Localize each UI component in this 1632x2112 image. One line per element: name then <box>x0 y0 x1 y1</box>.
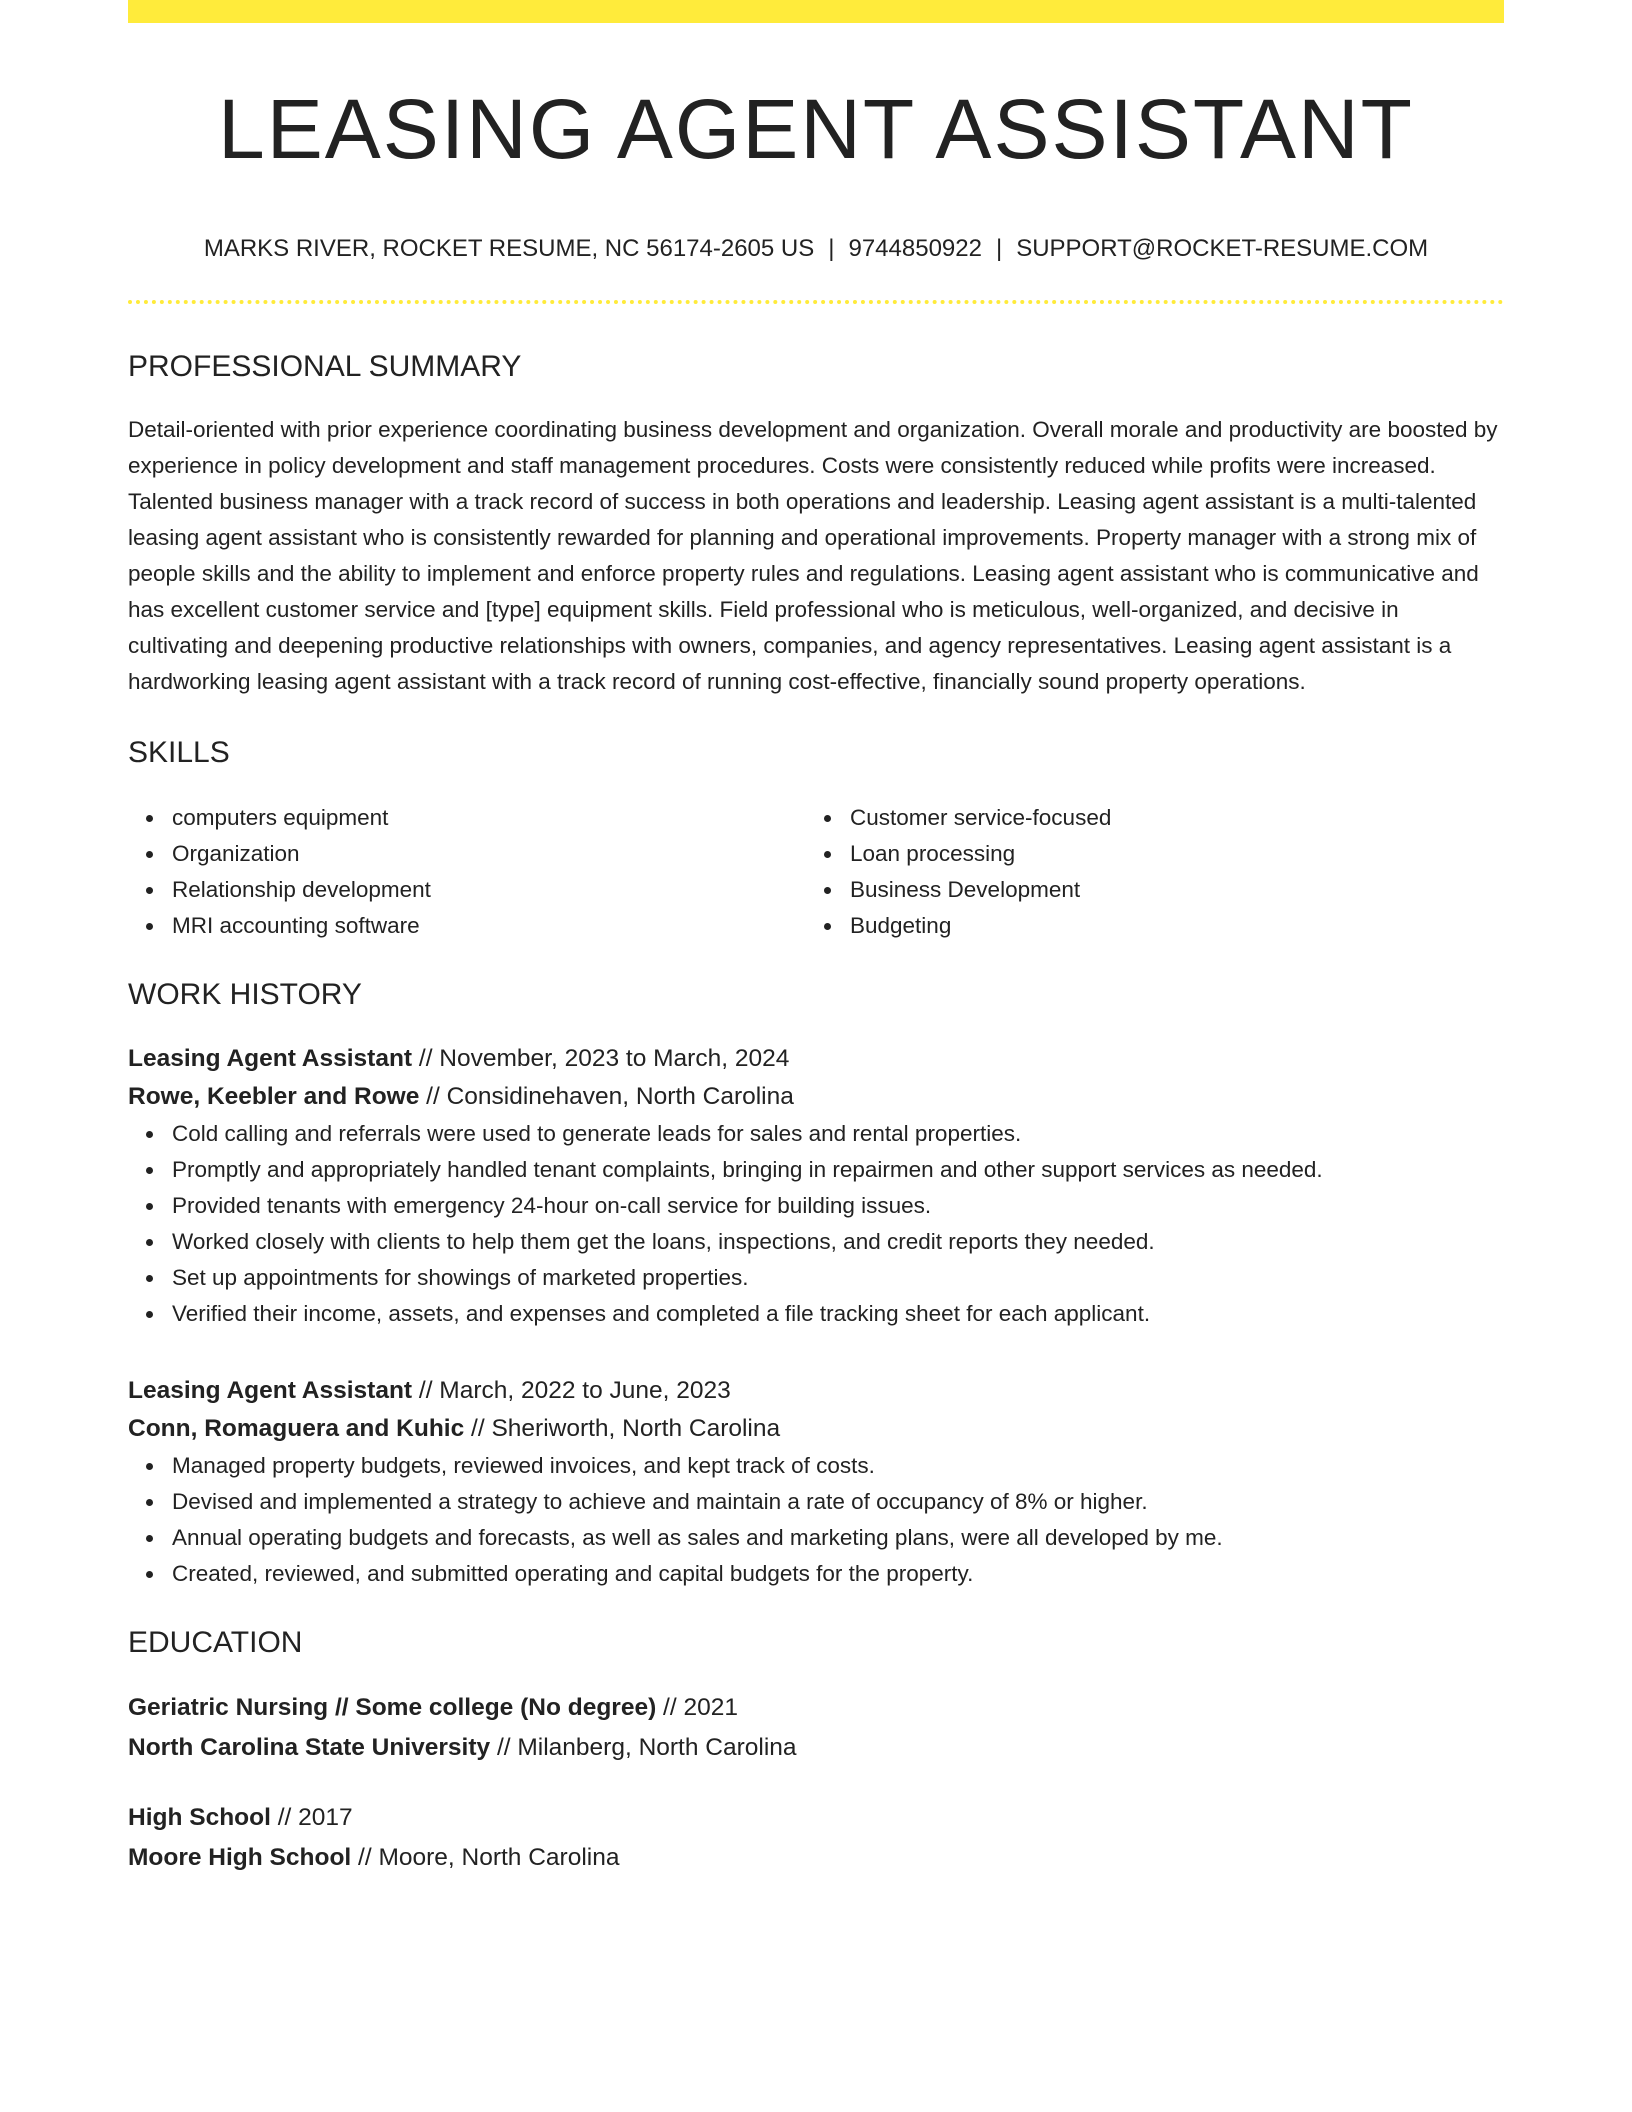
contact-line <box>128 235 1504 264</box>
work-history-heading: WORK HISTORY <box>128 978 362 1012</box>
job-duty: Managed property budgets, reviewed invoices, and kept track of costs. <box>172 1448 1504 1484</box>
job-dates: // March, 2022 to June, 2023 <box>412 1377 731 1405</box>
skill-item: MRI accounting software <box>172 908 806 944</box>
skills-column-left <box>128 800 806 944</box>
skill-item: computers equipment <box>172 800 806 836</box>
job-duties-list <box>128 1448 1504 1592</box>
job-duty: Annual operating budgets and forecasts, as well as sales and marketing plans, were all developed by me. <box>172 1520 1504 1556</box>
job-duty: Created, reviewed, and submitted operating and capital budgets for the property. <box>172 1556 1504 1592</box>
contact-email: SUPPORT@ROCKET-RESUME.COM <box>1016 235 1429 263</box>
job-title: Leasing Agent Assistant <box>128 1377 413 1405</box>
education-school: North Carolina State University <box>128 1734 491 1762</box>
education-school-line <box>128 1728 1504 1768</box>
skills-column-right <box>806 800 1484 944</box>
skill-item: Loan processing <box>850 836 1484 872</box>
job-title: Leasing Agent Assistant <box>128 1045 413 1073</box>
education-entry <box>128 1798 1504 1878</box>
education-entry <box>128 1688 1504 1768</box>
skills-heading: SKILLS <box>128 736 230 770</box>
contact-separator: | <box>995 235 1003 263</box>
skill-item: Budgeting <box>850 908 1484 944</box>
skill-item: Business Development <box>850 872 1484 908</box>
top-accent-bar <box>128 0 1504 23</box>
job-duty: Devised and implemented a strategy to achieve and maintain a rate of occupancy of 8% or higher. <box>172 1484 1504 1520</box>
contact-phone: 9744850922 <box>848 235 982 263</box>
education-location: // Moore, North Carolina <box>351 1844 620 1872</box>
job-company: Rowe, Keebler and Rowe <box>128 1083 420 1111</box>
job-company-line <box>128 1078 1504 1116</box>
job-duty: Set up appointments for showings of marketed properties. <box>172 1260 1504 1296</box>
education-heading: EDUCATION <box>128 1626 303 1660</box>
header-divider <box>128 300 1504 304</box>
job-entry <box>128 1372 1504 1592</box>
resume-page <box>128 0 1504 1878</box>
job-duty: Provided tenants with emergency 24-hour on-call service for building issues. <box>172 1188 1504 1224</box>
education-degree: Geriatric Nursing // Some college (No degree) <box>128 1694 657 1722</box>
job-title-line <box>128 1040 1504 1078</box>
job-location: // Sheriworth, North Carolina <box>464 1415 781 1443</box>
summary-heading: PROFESSIONAL SUMMARY <box>128 350 522 384</box>
skill-item: Relationship development <box>172 872 806 908</box>
education-degree-line <box>128 1688 1504 1728</box>
job-company-line <box>128 1410 1504 1448</box>
job-duty: Cold calling and referrals were used to generate leads for sales and rental properties. <box>172 1116 1504 1152</box>
summary-text: Detail-oriented with prior experience coordinating business development and organization. Overall morale and productivity are boosted by experience in policy development and staff management procedures. Costs were consistently reduced while profits were increased. Talented business manager with a track record of success in both operations and leadership. Leasing agent assistant is a multi-talented leasing agent assistant who is consistently rewarded for planning and operational improvements. Property manager with a strong mix of people skills and the ability to implement and enforce property rules and regulations. Leasing agent assistant who is communicative and has excellent customer service and [type] equipment skills. Field professional who is meticulous, well-organized, and decisive in cultivating and deepening productive relationships with owners, companies, and agency representatives. Leasing agent assistant is a hardworking leasing agent assistant with a track record of running cost-effective, financially sound property operations. <box>128 417 1498 695</box>
contact-address: MARKS RIVER, ROCKET RESUME, NC 56174-2605 US <box>203 235 815 263</box>
job-duty: Worked closely with clients to help them get the loans, inspections, and credit reports they needed. <box>172 1224 1504 1260</box>
education-degree: High School <box>128 1804 271 1832</box>
job-duties-list <box>128 1116 1504 1332</box>
resume-title: LEASING AGENT ASSISTANT <box>218 82 1414 176</box>
job-duty: Verified their income, assets, and expenses and completed a file tracking sheet for each applicant. <box>172 1296 1504 1332</box>
job-duty: Promptly and appropriately handled tenant complaints, bringing in repairmen and other support services as needed. <box>172 1152 1504 1188</box>
education-degree-line <box>128 1798 1504 1838</box>
skill-item: Organization <box>172 836 806 872</box>
skills-list <box>128 800 1504 944</box>
education-year: // 2021 <box>656 1694 738 1722</box>
job-entry <box>128 1040 1504 1332</box>
job-company: Conn, Romaguera and Kuhic <box>128 1415 465 1443</box>
education-school: Moore High School <box>128 1844 352 1872</box>
job-title-line <box>128 1372 1504 1410</box>
education-year: // 2017 <box>270 1804 353 1832</box>
education-location: // Milanberg, North Carolina <box>490 1734 797 1762</box>
education-school-line <box>128 1838 1504 1878</box>
job-dates: // November, 2023 to March, 2024 <box>412 1045 790 1073</box>
job-location: // Considinehaven, North Carolina <box>419 1083 794 1111</box>
skill-item: Customer service-focused <box>850 800 1484 836</box>
contact-separator: | <box>828 235 835 263</box>
